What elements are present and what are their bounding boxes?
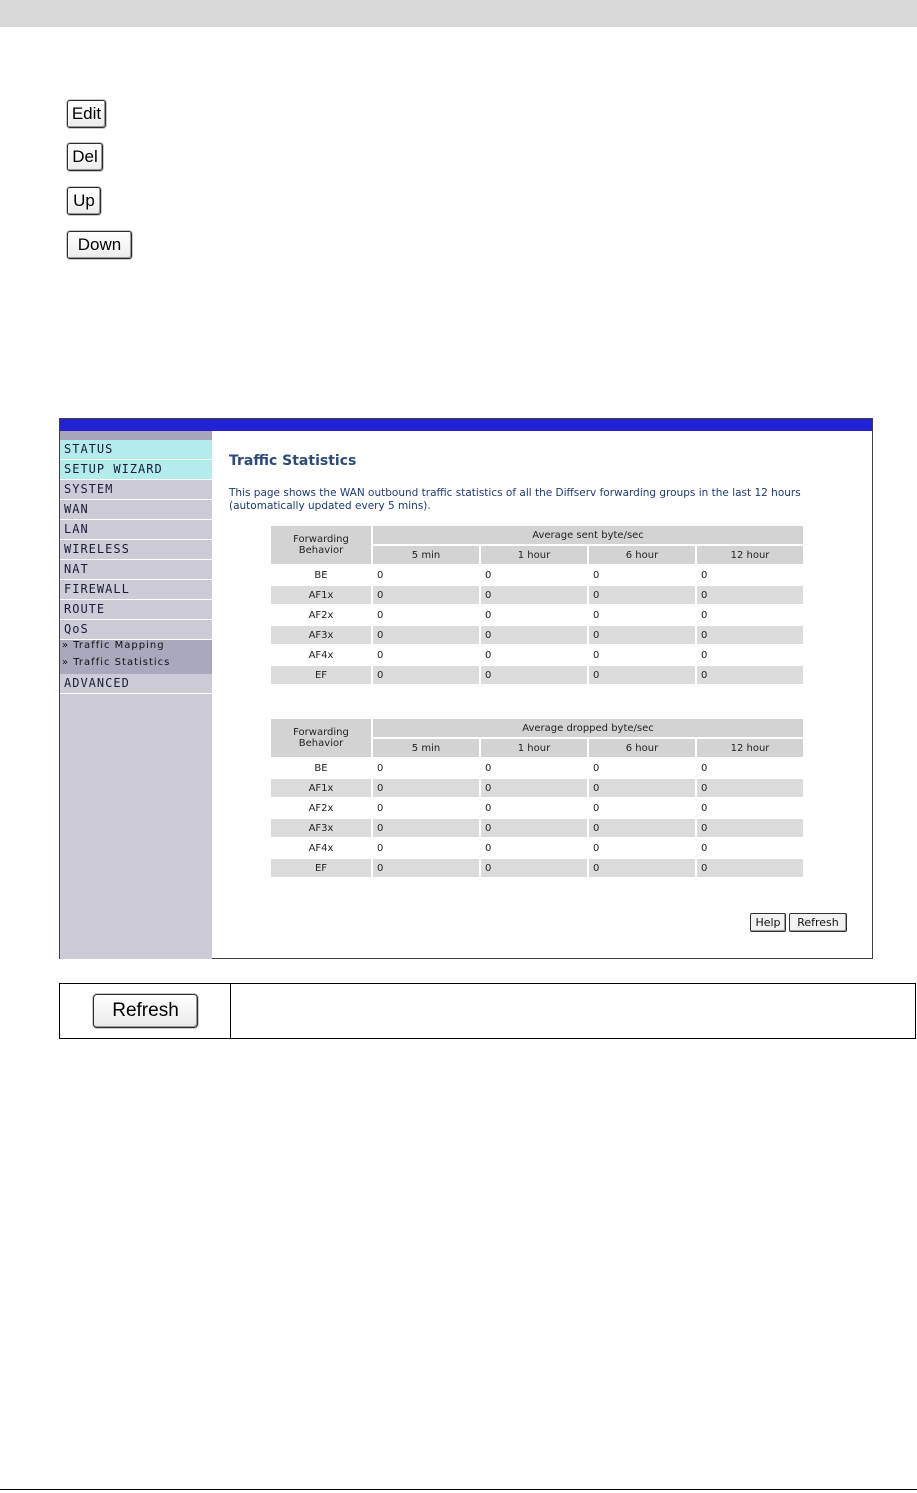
cell-value: 0 [373,666,479,684]
cell-value: 0 [701,842,708,854]
dropped-stats-table [269,717,805,879]
cell-value: 0 [593,569,600,581]
table-row [271,819,803,837]
cell-value: 0 [593,842,600,854]
cell-value: 0 [481,586,587,604]
sidebar-subitem-traffic-mapping[interactable]: » Traffic Mapping [60,640,212,657]
top-gray-bar [0,0,917,27]
sidebar-item-firewall[interactable]: FIREWALL [60,580,212,600]
cell-value: 0 [485,802,492,814]
refresh-button[interactable]: Refresh [789,913,847,932]
cell-value: 0 [377,802,384,814]
column-header: 6 hour [589,546,695,564]
table-row [271,859,803,877]
sidebar-item-wireless[interactable]: WIRELESS [60,540,212,560]
page-description: This page shows the WAN outbound traffic statistics of all the Diffserv forwarding groups in the last 12 hours (automatically updated every 5 mins). [229,487,801,512]
cell-value: 0 [697,586,803,604]
cell-value: 0 [481,819,587,837]
table-row [271,566,803,584]
help-button[interactable]: Help [750,913,786,932]
row-label: AF3x [271,819,371,837]
main-content [212,431,872,959]
table-row [271,839,803,857]
cell-value: 0 [373,626,479,644]
sidebar-item-system[interactable]: SYSTEM [60,480,212,500]
cell-value: 0 [697,779,803,797]
sidebar-item-advanced[interactable]: ADVANCED [60,674,212,694]
cell-value: 0 [485,842,492,854]
row-label: EF [271,859,371,877]
down-button[interactable]: Down [67,231,132,259]
cell-value: 0 [377,609,384,621]
sidebar-item-nat[interactable]: NAT [60,560,212,580]
table-group-header: Average sent byte/sec [373,526,803,544]
sidebar-item-route[interactable]: ROUTE [60,600,212,620]
cell-value: 0 [697,859,803,877]
cell-value: 0 [373,779,479,797]
cell-value: 0 [481,779,587,797]
table-row [271,626,803,644]
column-header: 12 hour [697,739,803,757]
cell-value: 0 [377,569,384,581]
column-header: 1 hour [481,739,587,757]
sidebar-item-wan[interactable]: WAN [60,500,212,520]
router-screenshot [59,418,873,959]
column-header: 12 hour [697,546,803,564]
cell-value: 0 [485,609,492,621]
row-label: AF4x [308,649,334,661]
cell-value: 0 [485,762,492,774]
cell-value: 0 [701,762,708,774]
cell-value: 0 [589,779,695,797]
table-row [271,666,803,684]
cell-value: 0 [373,859,479,877]
cell-value: 0 [697,819,803,837]
legend-refresh-button[interactable]: Refresh [93,994,198,1028]
column-header: 5 min [373,546,479,564]
row-label: BE [314,762,328,774]
cell-value: 0 [373,819,479,837]
cell-value: 0 [593,762,600,774]
sidebar-item-qos[interactable]: QoS [60,620,212,640]
column-header: 6 hour [589,739,695,757]
sent-stats-table [269,524,805,686]
cell-value: 0 [373,586,479,604]
cell-value: 0 [701,802,708,814]
cell-value: 0 [481,626,587,644]
cell-value: 0 [593,649,600,661]
del-button[interactable]: Del [67,143,103,171]
row-label: AF2x [308,802,334,814]
row-label: AF3x [271,626,371,644]
cell-value: 0 [593,609,600,621]
column-header: 1 hour [481,546,587,564]
legend-divider [230,984,231,1038]
sidebar-item-setup-wizard[interactable]: SETUP WIZARD [60,460,212,480]
page-title: Traffic Statistics [229,453,357,469]
page-bottom-rule [0,1489,917,1490]
cell-value: 0 [485,569,492,581]
cell-value: 0 [701,569,708,581]
cell-value: 0 [377,649,384,661]
edit-button[interactable]: Edit [67,100,106,128]
table-header-forwarding-behavior: Forwarding Behavior [271,719,371,757]
sidebar-subitem-traffic-statistics[interactable]: » Traffic Statistics [60,657,212,674]
cell-value: 0 [589,586,695,604]
row-label: AF4x [308,842,334,854]
cell-value: 0 [701,609,708,621]
row-label: AF1x [271,586,371,604]
row-label: EF [271,666,371,684]
sidebar [60,431,212,959]
table-row [271,759,803,777]
sidebar-item-lan[interactable]: LAN [60,520,212,540]
cell-value: 0 [697,626,803,644]
cell-value: 0 [485,649,492,661]
sidebar-item-status[interactable]: STATUS [60,440,212,460]
cell-value: 0 [593,802,600,814]
row-label: AF1x [271,779,371,797]
column-header: 5 min [373,739,479,757]
table-group-header: Average dropped byte/sec [373,719,803,737]
cell-value: 0 [589,666,695,684]
button-legend-table [59,983,916,1039]
table-row [271,799,803,817]
cell-value: 0 [377,762,384,774]
row-label: AF2x [308,609,334,621]
table-row [271,646,803,664]
cell-value: 0 [589,819,695,837]
cell-value: 0 [701,649,708,661]
sidebar-top-strip [60,431,212,440]
table-header-forwarding-behavior: Forwarding Behavior [271,526,371,564]
cell-value: 0 [589,626,695,644]
header-accent-bar [60,419,872,431]
table-row [271,606,803,624]
table-row [271,586,803,604]
cell-value: 0 [589,859,695,877]
up-button[interactable]: Up [67,187,101,215]
cell-value: 0 [481,666,587,684]
table-row [271,779,803,797]
cell-value: 0 [377,842,384,854]
row-label: BE [314,569,328,581]
cell-value: 0 [697,666,803,684]
cell-value: 0 [481,859,587,877]
